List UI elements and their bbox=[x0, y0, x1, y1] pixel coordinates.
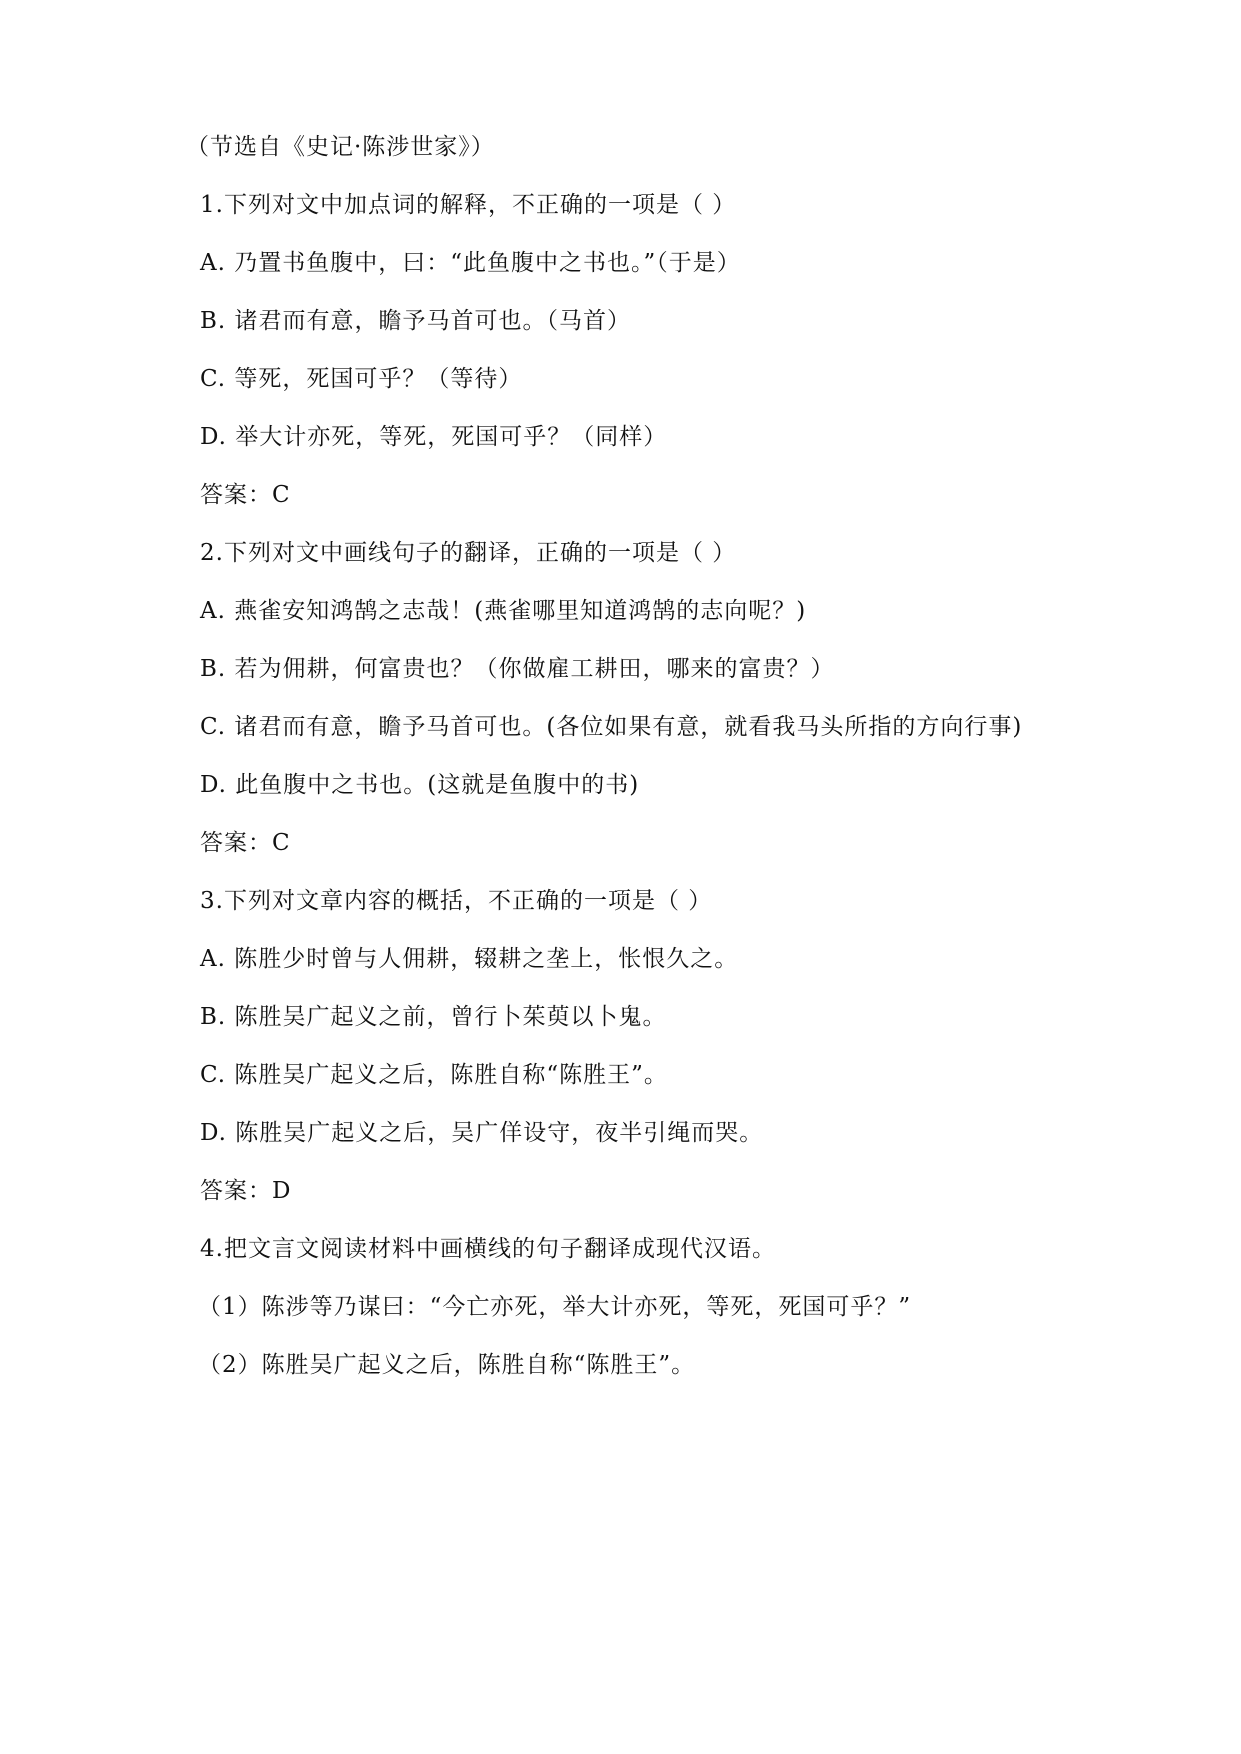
question-1-option-d: D. 举大计亦死，等死，死国可乎？（同样） bbox=[200, 424, 668, 450]
question-3-option-c: C. 陈胜吴广起义之后，陈胜自称“陈胜王”。 bbox=[200, 1062, 668, 1088]
question-3-option-d: D. 陈胜吴广起义之后，吴广佯设守，夜半引绳而哭。 bbox=[200, 1120, 764, 1146]
question-2-stem: 2.下列对文中画线句子的翻译，正确的一项是（ ） bbox=[200, 540, 737, 566]
question-1-stem: 1.下列对文中加点词的解释，不正确的一项是（ ） bbox=[200, 192, 737, 218]
question-1-option-c: C. 等死，死国可乎？（等待） bbox=[200, 366, 523, 392]
question-2-option-b: B. 若为佣耕，何富贵也？（你做雇工耕田，哪来的富贵？） bbox=[200, 656, 835, 682]
source-line: （节选自《史记·陈涉世家》） bbox=[186, 134, 495, 160]
question-1-option-a: A. 乃置书鱼腹中，曰：“此鱼腹中之书也。”（于是） bbox=[200, 250, 741, 276]
question-2-answer: 答案：C bbox=[200, 830, 291, 856]
question-4-item-1: （1）陈涉等乃谋曰：“今亡亦死，举大计亦死，等死，死国可乎？” bbox=[198, 1294, 912, 1320]
question-2-option-d: D. 此鱼腹中之书也。(这就是鱼腹中的书) bbox=[200, 772, 640, 798]
question-3-answer: 答案：D bbox=[200, 1178, 292, 1204]
question-1-answer: 答案：C bbox=[200, 482, 291, 508]
question-2-option-a: A. 燕雀安知鸿鹄之志哉！(燕雀哪里知道鸿鹄的志向呢？) bbox=[200, 598, 807, 624]
question-2-option-c: C. 诸君而有意，瞻予马首可也。(各位如果有意，就看我马头所指的方向行事) bbox=[200, 714, 1023, 740]
question-4-stem: 4.把文言文阅读材料中画横线的句子翻译成现代汉语。 bbox=[200, 1236, 776, 1262]
question-1-option-b: B. 诸君而有意，瞻予马首可也。（马首） bbox=[200, 308, 632, 334]
question-3-option-b: B. 陈胜吴广起义之前，曾行卜茱萸以卜鬼。 bbox=[200, 1004, 667, 1030]
question-4-item-2: （2）陈胜吴广起义之后，陈胜自称“陈胜王”。 bbox=[198, 1352, 696, 1378]
question-3-option-a: A. 陈胜少时曾与人佣耕，辍耕之垄上，怅恨久之。 bbox=[200, 946, 739, 972]
question-3-stem: 3.下列对文章内容的概括，不正确的一项是（ ） bbox=[200, 888, 713, 914]
